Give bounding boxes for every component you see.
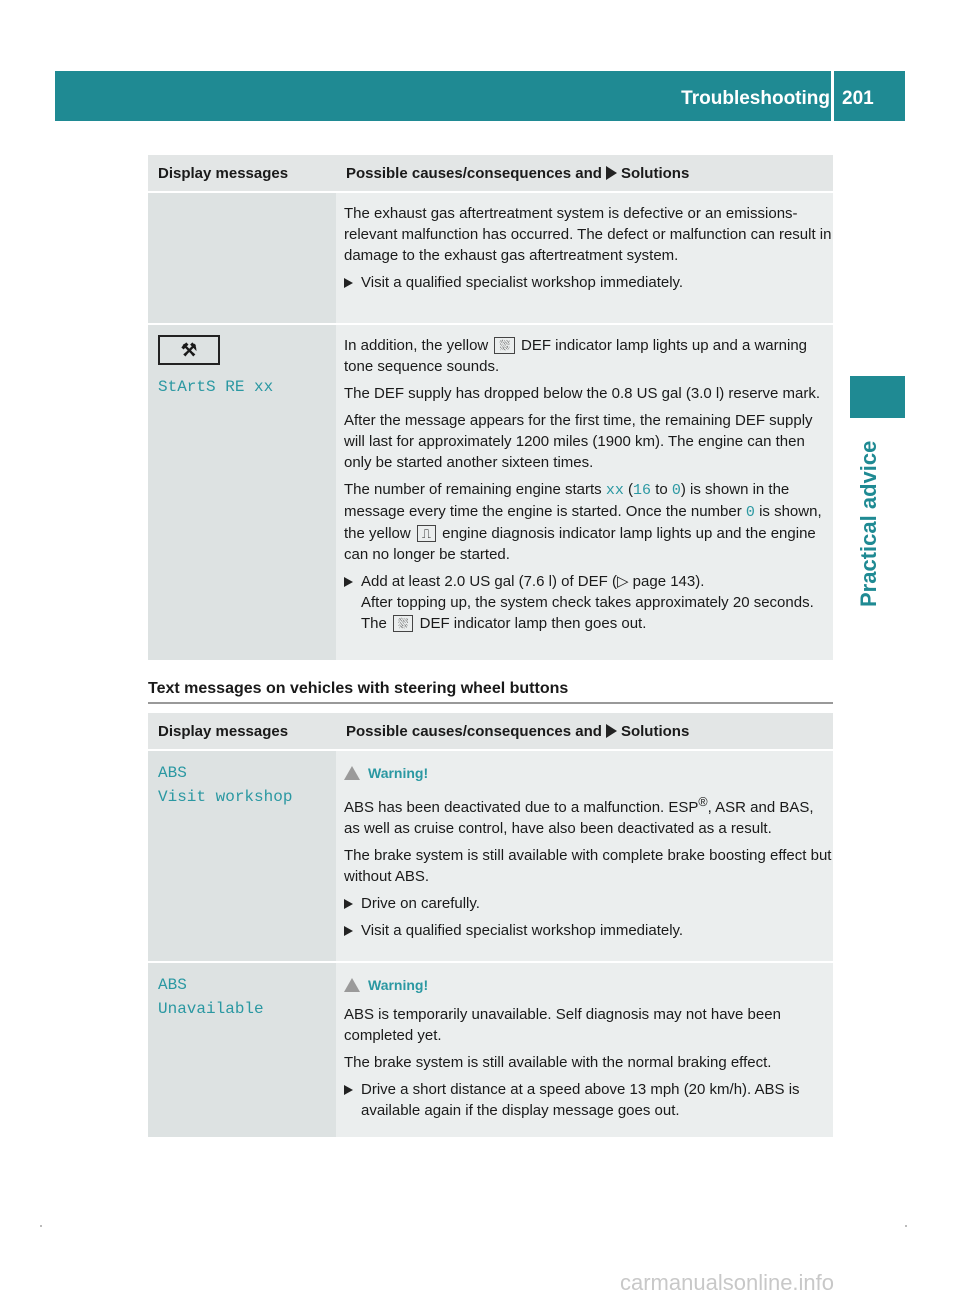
page-ref-arrow-icon: ▷	[616, 573, 629, 590]
section-title: Text messages on vehicles with steering wheel buttons	[148, 680, 833, 704]
solution-cell	[336, 192, 833, 324]
warning-icon	[344, 766, 360, 780]
solution-cell	[336, 324, 833, 660]
solution-cell	[336, 962, 833, 1137]
table-row	[148, 750, 833, 962]
action-text: Visit a qualified specialist workshop immediately.	[361, 922, 684, 939]
message-cell	[148, 962, 336, 1137]
solution-arrow-icon	[606, 724, 617, 738]
text: DEF indicator lamp then goes out.	[419, 615, 647, 632]
warning-icon	[344, 978, 360, 992]
watermark: carmanualsonline.info	[620, 1270, 835, 1295]
engine-diagnosis-icon: ⎍	[417, 525, 436, 542]
warning-label: Warning!	[368, 765, 429, 781]
action-item	[344, 1079, 833, 1121]
col-display-messages: Display messages	[148, 155, 336, 192]
message-cell	[148, 750, 336, 962]
action-arrow-icon	[344, 1085, 353, 1095]
value-16: 16	[633, 482, 652, 499]
action-arrow-icon	[344, 926, 353, 936]
text: to	[655, 481, 668, 498]
paragraph	[344, 479, 833, 565]
table-2	[148, 713, 833, 1137]
col-causes-label: Possible causes/consequences and	[346, 722, 602, 740]
action-arrow-icon	[344, 278, 353, 288]
table-row	[148, 324, 833, 660]
action-arrow-icon	[344, 899, 353, 909]
message-cell	[148, 192, 336, 324]
action-item	[344, 571, 833, 634]
warning-heading	[344, 975, 833, 996]
text: Add at least 2.0 US gal (7.6 l) of DEF (	[361, 573, 617, 590]
col-causes-label: Possible causes/consequences and	[346, 164, 602, 182]
display-message-line2: Unavailable	[158, 1000, 264, 1018]
warning-label: Warning!	[368, 977, 429, 993]
paragraph: ABS is temporarily unavailable. Self diagnosis may not have been completed yet.	[344, 1006, 781, 1044]
display-message: StArtS RE xx	[158, 378, 274, 396]
table-row	[148, 962, 833, 1137]
table-row	[148, 192, 833, 324]
text: ABS has been deactivated due to a malfunction. ESP	[344, 799, 699, 816]
action-item	[344, 920, 833, 941]
col-solutions-label: Solutions	[620, 164, 690, 182]
col-display-messages: Display messages	[148, 713, 336, 750]
paragraph: After the message appears for the first time, the remaining DEF supply will last for approximately 1200 miles (1900 km). The engine can then only be started another sixteen times.	[344, 412, 813, 471]
paragraph: The brake system is still available with complete brake boosting effect but without ABS.	[344, 847, 832, 885]
paragraph: The DEF supply has dropped below the 0.8 US gal (3.0 l) reserve mark.	[344, 385, 821, 402]
value-0: 0	[671, 482, 681, 499]
paragraph	[344, 335, 833, 377]
paragraph	[344, 792, 833, 839]
registered-mark: ®	[698, 795, 708, 809]
text: page 143).	[632, 573, 705, 590]
col-causes	[336, 155, 833, 192]
wrench-icon: ⚒	[158, 335, 220, 365]
value-xx: xx	[605, 482, 624, 499]
col-causes	[336, 713, 833, 750]
text: is shown, the yellow	[344, 503, 822, 542]
value-0: 0	[745, 504, 755, 521]
def-lamp-icon: ⛆	[393, 615, 413, 632]
corner-mark	[905, 1225, 907, 1227]
row-text: The exhaust gas aftertreatment system is defective or an emissions-relevant malfunction has occurred. The defect or malfunction can result in damage to the exhaust gas aftertreatment system.	[344, 205, 832, 264]
table-1	[148, 155, 833, 660]
message-cell	[148, 324, 336, 660]
action-item	[344, 893, 833, 914]
paragraph: The brake system is still available with the normal braking effect.	[344, 1054, 772, 1071]
text: After topping up, the system check takes approximately 20 seconds. The	[361, 594, 814, 632]
page-number: 201	[842, 88, 874, 109]
col-solutions-label: Solutions	[620, 722, 690, 740]
header-title: Troubleshooting	[681, 88, 830, 109]
text: In addition, the yellow	[344, 337, 489, 354]
action-text: Drive a short distance at a speed above 13 mph (20 km/h). ABS is available again if the display message goes out.	[361, 1081, 800, 1119]
text: , ASR and BAS, as well as cruise control, have also been deactivated as a result.	[344, 799, 814, 837]
action-text: Drive on carefully.	[361, 895, 480, 912]
display-message-line2: Visit workshop	[158, 788, 293, 806]
display-message-line1: ABS	[158, 976, 187, 994]
warning-heading	[344, 763, 833, 784]
side-label: Practical advice	[856, 440, 881, 607]
text: The number of remaining engine starts	[344, 481, 602, 498]
action-text: Visit a qualified specialist workshop immediately.	[361, 274, 684, 291]
text: DEF indicator lamp lights up and a warning tone sequence sounds.	[344, 337, 807, 375]
def-lamp-icon: ⛆	[494, 337, 514, 354]
text: ) is shown in the message every time the engine is started. Once the number	[344, 481, 790, 520]
action-arrow-icon	[344, 577, 353, 587]
text: (	[628, 481, 633, 498]
side-tab	[850, 376, 905, 418]
text: engine diagnosis indicator lamp lights up and the engine can no longer be started.	[344, 525, 816, 563]
corner-mark	[40, 1225, 42, 1227]
display-message-line1: ABS	[158, 764, 187, 782]
action-item	[344, 272, 833, 293]
solution-cell	[336, 750, 833, 962]
solution-arrow-icon	[606, 166, 617, 180]
